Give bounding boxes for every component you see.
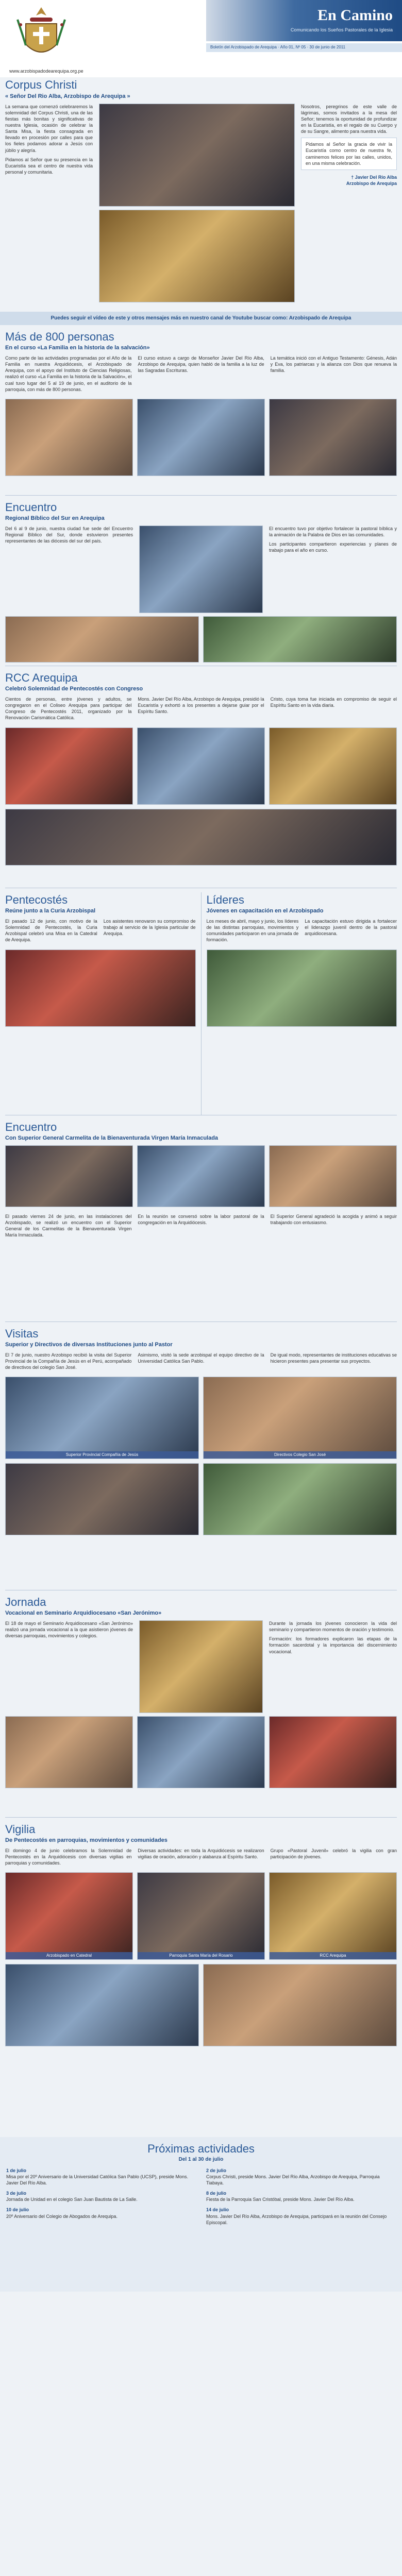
column bbox=[138, 1848, 264, 1869]
issue-line: Boletín del Arzobispado de Arequipa · Año 01, Nº 05 · 30 de junio de 2011 bbox=[206, 43, 402, 52]
column bbox=[269, 526, 397, 613]
column bbox=[271, 1848, 397, 1869]
paragraph: Cientos de personas, entre jóvenes y adultos, se congregaron en el Coliseo Arequipa para participar del Congreso de Pentecostés 2011, organizado por la Renovación Carismática Católica. bbox=[5, 697, 132, 721]
column bbox=[271, 1352, 397, 1374]
section-title: Líderes bbox=[206, 893, 244, 906]
section-pentecostes-lideres bbox=[0, 888, 402, 1115]
section-subtitle: Reúne junto a la Curia Arzobispal bbox=[5, 908, 96, 914]
column bbox=[269, 1620, 397, 1713]
photo-vigil-adoration bbox=[203, 1964, 397, 2046]
photo-group bbox=[203, 616, 397, 663]
paragraph: El encuentro tuvo por objetivo fortalecer la pastoral bíblica y la animación de la Palabra de Dios en las comunidades. bbox=[269, 526, 397, 538]
agenda-text: Misa por el 20º Aniversario de la Universidad Católica San Pablo (UCSP), preside Mons. Javier Del Río Alba. bbox=[6, 2174, 188, 2185]
photo-vigil-cathedral bbox=[5, 1872, 133, 1960]
section-subtitle: Jóvenes en capacitación en el Arzobispado bbox=[206, 908, 324, 914]
paragraph: En la reunión se conversó sobre la labor pastoral de la congregación en la Arquidiócesis. bbox=[138, 1214, 264, 1226]
agenda-date: 14 de julio bbox=[206, 2207, 229, 2213]
section-title: Corpus Christi bbox=[5, 78, 77, 91]
paragraph: Mons. Javier Del Río Alba, Arzobispo de Arequipa, presidió la Eucaristía y exhortó a los presentes a dejarse guiar por el Espíritu Santo. bbox=[138, 697, 264, 715]
column bbox=[138, 696, 264, 724]
section-title: RCC Arequipa bbox=[5, 671, 78, 684]
paragraph: Grupo «Pastoral Juvenil» celebró la vigilia con gran participación de jóvenes. bbox=[270, 1848, 397, 1860]
photo-seminary-1 bbox=[5, 1716, 133, 1788]
section-encuentro-biblico bbox=[0, 496, 402, 666]
section-title: Pentecostés bbox=[5, 893, 68, 906]
photo-caption: Directivos Colegio San José bbox=[204, 1451, 396, 1459]
paragraph: De igual modo, representantes de instituciones educativas se hicieron presentes para presentar sus proyectos. bbox=[270, 1352, 397, 1364]
column bbox=[5, 104, 93, 302]
section-subtitle: Regional Bíblico del Sur en Arequipa bbox=[5, 515, 105, 522]
paragraph: El 7 de junio, nuestro Arzobispo recibió la visita del Superior Provincial de la Compañía de Jesús en el Perú, acompañado de directivos del colegio San José. bbox=[5, 1352, 132, 1370]
agenda-subtitle: Del 1 al 30 de julio bbox=[178, 2157, 224, 2163]
column bbox=[5, 355, 131, 396]
section-subtitle: De Pentecostés en parroquias, movimientos y comunidades bbox=[5, 1837, 167, 1844]
signature: † Javier Del Río Alba Arzobispo de Arequipa bbox=[346, 174, 397, 186]
column bbox=[271, 355, 397, 396]
column bbox=[5, 1352, 131, 1374]
section-title: Jornada bbox=[5, 1595, 46, 1608]
column bbox=[5, 1848, 131, 1869]
photo-visit-institutions bbox=[203, 1463, 397, 1535]
column bbox=[138, 1352, 264, 1374]
section-800-personas bbox=[0, 325, 402, 495]
photo-vigil-youth bbox=[5, 1964, 199, 2046]
column bbox=[5, 696, 131, 724]
coat-of-arms-icon bbox=[10, 4, 72, 66]
paragraph: El pasado 12 de junio, con motivo de la Solemnidad de Pentecostés, la Curia Arzobispal celebró una Misa en la Catedral de Arequipa. bbox=[5, 919, 97, 943]
photo-carmelite-superior bbox=[269, 1145, 397, 1207]
paragraph: Como parte de las actividades programadas por el Año de la Familia en nuestra Arquidiócesis, el Arzobispado de Arequipa, con el apoyo del Instituto de Ciencias Religiosas, realizó el curso «La Familia en la historia de la Salvación», el cual tuvo lugar del 5 al 19 de junio, en el auditorio de la parroquia, con más de 800 personas. bbox=[5, 355, 132, 392]
section-title: Encuentro bbox=[5, 1120, 57, 1133]
paragraph: El pasado viernes 24 de junio, en las instalaciones del Arzobispado, se realizó un encuentro con el Superior General de los Carmelitas de la Bienaventurada Virgen María Inmaculada. bbox=[5, 1214, 132, 1238]
section-jornada-vocacional bbox=[0, 1590, 402, 1817]
agenda-title: Próximas actividades bbox=[147, 2142, 255, 2155]
photo-congress-mass bbox=[269, 727, 397, 805]
photo-congress-wide bbox=[5, 809, 397, 866]
paragraph: El curso estuvo a cargo de Monseñor Javier Del Río Alba, Arzobispo de Arequipa, quien habló de la familia a la luz de las Sagradas Escrituras. bbox=[138, 355, 264, 374]
photo-carmelite-meeting bbox=[5, 1145, 133, 1207]
photo-course-audience bbox=[5, 399, 133, 476]
paragraph: Los meses de abril, mayo y junio, los líderes de las distintas parroquias, movimientos y comunidades participaron en una jornada de formación. bbox=[206, 919, 299, 943]
site-url[interactable]: www.arzobispadodearequipa.org.pe bbox=[9, 69, 83, 74]
section-subtitle: « Señor Del Rio Alba, Arzobispo de Arequipa » bbox=[5, 93, 130, 99]
photo-caption: Parroquia Santa María del Rosario bbox=[138, 1952, 264, 1960]
agenda-text: Fiesta de la Parroquia San Cristóbal, preside Mons. Javier Del Río Alba. bbox=[206, 2197, 355, 2202]
youtube-notice: Puedes seguir el vídeo de este y otros mensajes más en nuestro canal de Youtube buscar como: Arzobispado de Arequipa bbox=[0, 312, 402, 325]
agenda-item bbox=[206, 2190, 396, 2202]
agenda-list bbox=[0, 2163, 402, 2230]
paragraph: Formación: los formadores explicaron las etapas de la formación sacerdotal y la importancia del discernimiento vocacional. bbox=[269, 1636, 397, 1654]
paragraph: Asimismo, visitó la sede arzobispal el equipo directivo de la Universidad Católica San Pablo. bbox=[138, 1352, 264, 1364]
section-rcc bbox=[0, 666, 402, 888]
column bbox=[5, 1213, 131, 1242]
photo-congress-crowd bbox=[137, 727, 265, 805]
lideres-column bbox=[202, 892, 402, 1115]
paragraph: El domingo 4 de junio celebramos la Solemnidad de Pentecostés en la Arquidiócesis con diversas vigilias en parroquias y comunidades. bbox=[5, 1848, 132, 1866]
section-subtitle: Con Superior General Carmelita de la Bienaventurada Virgen María Inmaculada bbox=[5, 1135, 219, 1142]
agenda-item bbox=[206, 2167, 396, 2186]
paragraph: Durante la jornada los jóvenes conocieron la vida del seminario y compartieron momentos de oración y testimonio. bbox=[269, 1621, 397, 1633]
photo-seminary-youth bbox=[139, 1620, 263, 1713]
newsletter-title: En Camino bbox=[317, 7, 393, 24]
photo-pentecost-mass bbox=[5, 950, 196, 1027]
title-banner bbox=[206, 0, 402, 41]
section-title: Visitas bbox=[5, 1327, 39, 1340]
column bbox=[5, 526, 133, 613]
agenda-date: 3 de julio bbox=[6, 2191, 27, 2196]
agenda-item bbox=[206, 2207, 396, 2225]
section-encuentro-carmelita bbox=[0, 1115, 402, 1321]
photo-biblical-meeting bbox=[139, 526, 263, 613]
photo-carmelite-group bbox=[137, 1145, 265, 1207]
photo-participants bbox=[5, 616, 199, 663]
photo-visit-university bbox=[5, 1463, 199, 1535]
section-vigilia bbox=[0, 1818, 402, 2137]
section-subtitle: Celebró Solemnidad de Pentecostés con Congreso bbox=[5, 686, 143, 692]
column bbox=[104, 918, 196, 946]
agenda-date: 10 de julio bbox=[6, 2207, 29, 2213]
agenda-text: Corpus Christi, preside Mons. Javier Del Río Alba, Arzobispo de Arequipa, Parroquia Tiabaya. bbox=[206, 2174, 380, 2185]
section-title: Más de 800 personas bbox=[5, 330, 114, 343]
photo-caption: RCC Arequipa bbox=[270, 1952, 396, 1960]
column bbox=[5, 918, 97, 946]
column bbox=[305, 918, 397, 946]
photo-caption: Arzobispado en Catedral bbox=[6, 1952, 132, 1960]
pentecostes-column bbox=[0, 892, 201, 1115]
paragraph: Nosotros, peregrinos de este valle de lágrimas, somos invitados a la mesa del Señor; tenemos la oportunidad de profundizar en la Eucaristía, en el regalo de su Cuerpo y de su Sangre, alimento para nuestra vida. bbox=[301, 104, 397, 134]
photo-visit-jesuits bbox=[5, 1377, 199, 1459]
photo-monstrance bbox=[99, 210, 295, 302]
paragraph: Diversas actividades: en toda la Arquidiócesis se realizaron vigilias de oración, adoración y alabanza al Espíritu Santo. bbox=[138, 1848, 264, 1860]
paragraph: El 18 de mayo el Seminario Arquidiocesano «San Jerónimo» realizó una jornada vocacional a la que asistieron jóvenes de diversas parroquias, movimientos y colegios. bbox=[5, 1621, 133, 1639]
section-corpus-christi bbox=[0, 77, 402, 312]
photo-course-hall bbox=[269, 399, 397, 476]
photo-congress-stage bbox=[5, 727, 133, 805]
photo-seminary-2 bbox=[137, 1716, 265, 1788]
section-visitas bbox=[0, 1322, 402, 1590]
section-agenda bbox=[0, 2137, 402, 2292]
header bbox=[0, 0, 402, 77]
column bbox=[5, 1620, 133, 1713]
column bbox=[207, 918, 299, 946]
photo-visit-school bbox=[203, 1377, 397, 1459]
newsletter-subtitle: Comunicando los Sueños Pastorales de la Iglesia bbox=[290, 27, 393, 32]
agenda-item bbox=[6, 2190, 196, 2202]
agenda-date: 1 de julio bbox=[6, 2167, 27, 2173]
agenda-text: Jornada de Unidad en el colegio San Juan Bautista de La Salle. bbox=[6, 2197, 138, 2202]
column bbox=[138, 1213, 264, 1242]
agenda-date: 2 de julio bbox=[206, 2167, 227, 2173]
column bbox=[138, 355, 264, 396]
paragraph: La semana que comenzó celebraremos la solemnidad del Corpus Christi, una de las fiestas más bonitas y significativas de nuestra Iglesia, ocasión de celebrar la Santa Misa, la fiesta consagrada en llevado en procesión por calles para que los fieles podamos adorar a Jesús con júbilo y alegría. bbox=[5, 104, 93, 153]
photo-course-speaker bbox=[137, 399, 265, 476]
column bbox=[271, 1213, 397, 1242]
paragraph: Del 6 al 9 de junio, nuestra ciudad fue sede del Encuentro Regional Bíblico del Sur, donde estuvieron presentes representantes de las diócesis del sur del país. bbox=[5, 526, 133, 544]
agenda-text: Mons. Javier Del Río Alba, Arzobispo de Arequipa, participará en la reunión del Consejo Episcopal. bbox=[206, 2213, 387, 2225]
column bbox=[271, 696, 397, 724]
section-subtitle: En el curso «La Familia en la historia de la salvación» bbox=[5, 345, 150, 351]
paragraph: El Superior General agradeció la acogida y animó a seguir trabajando con entusiasmo. bbox=[270, 1214, 397, 1226]
section-title: Vigilia bbox=[5, 1822, 36, 1836]
agenda-text: 20º Aniversario del Colegio de Abogados de Arequipa. bbox=[6, 2213, 118, 2219]
paragraph: Cristo, cuya toma fue iniciada en compromiso de seguir el Espíritu Santo en la vida diaria. bbox=[270, 697, 397, 708]
agenda-item bbox=[6, 2207, 196, 2225]
paragraph: Pidamos al Señor que su presencia en la Eucaristía sea el centro de nuestra vida personal y comunitaria. bbox=[5, 157, 93, 175]
photo-caption: Superior Provincial Compañía de Jesús bbox=[6, 1451, 198, 1459]
section-subtitle: Superior y Directivos de diversas Instituciones junto al Pastor bbox=[5, 1342, 173, 1348]
agenda-item bbox=[6, 2167, 196, 2186]
section-subtitle: Vocacional en Seminario Arquidiocesano «San Jerónimo» bbox=[5, 1610, 162, 1617]
paragraph: La temática inició con el Antiguo Testamento: Génesis, Adán y Eva, los patriarcas y la alianza con Dios que renueva la familia. bbox=[270, 355, 397, 374]
paragraph: Los participantes compartieron experiencias y planes de trabajo para el año en curso. bbox=[269, 541, 397, 553]
photo-seminary-3 bbox=[269, 1716, 397, 1788]
paragraph: Los asistentes renovaron su compromiso de trabajo al servicio de la Iglesia particular de Arequipa. bbox=[103, 919, 196, 937]
photo-vigil-rcc bbox=[269, 1872, 397, 1960]
agenda-date: 8 de julio bbox=[206, 2191, 227, 2196]
quote-box: Pidamos al Señor la gracia de vivir la Eucaristía como centro de nuestra fe, caminemos felices por las calles, unidos, en una misma celebración. bbox=[301, 138, 397, 170]
photo-leaders-training bbox=[207, 950, 397, 1027]
column bbox=[301, 104, 397, 302]
paragraph: La capacitación estuvo dirigida a fortalecer el liderazgo juvenil dentro de la pastoral arquidiocesana. bbox=[305, 919, 397, 937]
section-title: Encuentro bbox=[5, 500, 57, 514]
photo-corpus-christi-procession bbox=[99, 104, 295, 207]
photo-vigil-parish bbox=[137, 1872, 265, 1960]
